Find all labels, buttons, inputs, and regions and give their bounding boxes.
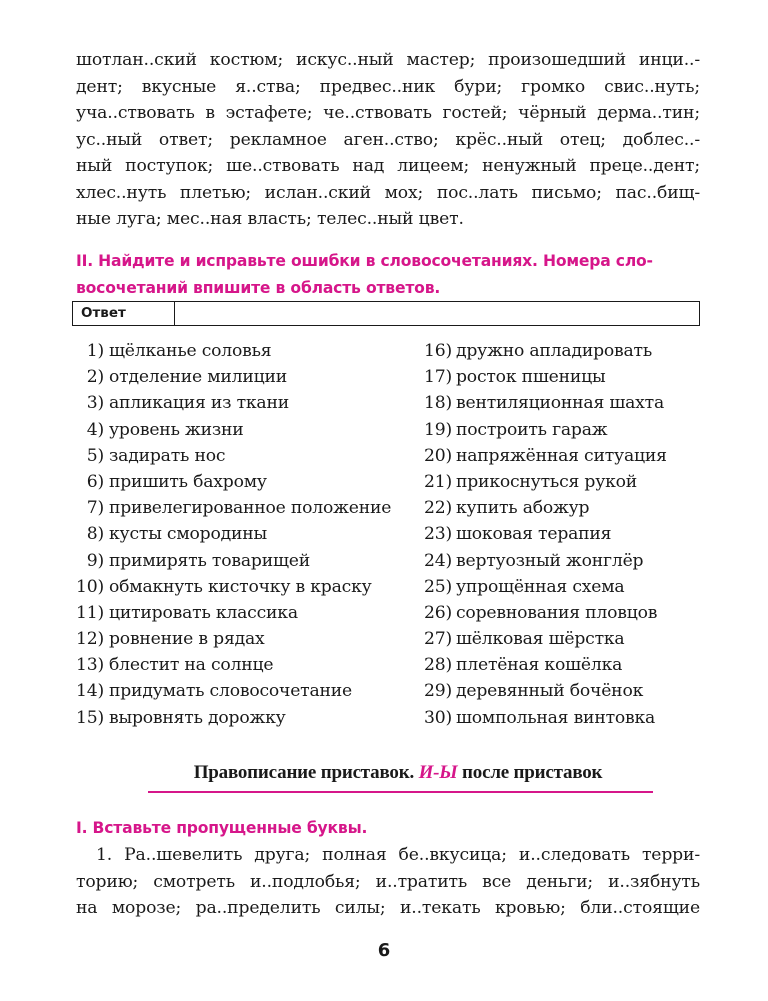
intro-line: шотлан..ский костюм; искус..ный мастер; произошедший инци..-	[76, 50, 700, 70]
item-number: 27)	[424, 629, 452, 650]
intro-line: ный поступок; ше..ствовать над лицеем; ненужный преце..дент;	[76, 156, 700, 176]
list-item	[74, 600, 391, 626]
task1-line: 1. Ра..шевелить друга; полная бе..вкусица; и..следовать терри-	[96, 845, 700, 865]
list-item	[74, 574, 391, 600]
item-text: прикоснуться рукой	[456, 471, 638, 492]
item-text: вертуозный жонглёр	[456, 550, 644, 571]
task1-paragraph	[76, 842, 700, 922]
answer-label: Ответ	[73, 302, 175, 325]
item-number: 22)	[424, 498, 452, 519]
list-item	[424, 390, 667, 416]
section-underline	[148, 791, 653, 793]
item-text: щёлканье соловья	[109, 341, 272, 361]
item-number: 7)	[86, 498, 104, 519]
list-item	[424, 469, 667, 495]
list-item	[424, 548, 667, 574]
list-item	[424, 338, 667, 364]
task2-heading	[76, 248, 706, 301]
item-number: 23)	[424, 524, 452, 545]
item-text: выровнять дорожку	[109, 707, 286, 728]
item-number: 3)	[86, 393, 104, 414]
list-item	[424, 364, 667, 390]
list-item	[424, 626, 667, 652]
item-text: плетёная кошёлка	[456, 655, 623, 676]
item-number: 9)	[86, 550, 104, 571]
list-item	[74, 443, 391, 469]
intro-line: ус..ный ответ; рекламное аген..ство; крёс..ный отец; доблес..-	[76, 129, 700, 150]
item-number: 4)	[86, 419, 104, 440]
item-text: привелегированное положение	[109, 498, 392, 519]
task2-heading-line: II. Найдите и исправьте ошибки в словосочетаниях. Номера сло-	[76, 252, 653, 270]
item-number: 19)	[424, 419, 452, 440]
list-item	[74, 469, 391, 495]
item-text: напряжённая ситуация	[456, 445, 667, 466]
intro-paragraph	[76, 47, 700, 233]
item-text: задирать нос	[109, 445, 226, 466]
item-number: 8)	[86, 524, 104, 545]
item-number: 16)	[424, 341, 452, 361]
item-text: блестит на солнце	[109, 655, 274, 676]
section-title-part: Правописание приставок.	[193, 762, 419, 783]
item-text: вентиляционная шахта	[456, 393, 665, 414]
item-number: 18)	[424, 393, 452, 414]
item-number: 20)	[424, 445, 452, 466]
item-text: дружно апладировать	[456, 341, 653, 361]
item-text: шомпольная винтовка	[456, 707, 656, 728]
list-item	[424, 574, 667, 600]
list-item	[74, 495, 391, 521]
item-text: росток пшеницы	[456, 367, 606, 388]
item-text: пришить бахрому	[109, 471, 267, 492]
item-text: примирять товарищей	[109, 550, 310, 571]
item-number: 21)	[424, 471, 452, 492]
task1-line: на морозе; ра..пределить силы; и..текать кровью; бли..стоящие	[76, 898, 700, 918]
list-item	[424, 495, 667, 521]
answer-box	[72, 301, 700, 326]
item-number: 2)	[86, 367, 104, 388]
list-item	[74, 548, 391, 574]
item-number: 15)	[76, 707, 104, 728]
intro-line: дент; вкусные я..ства; предвес..ник бури; громко свис..нуть;	[76, 76, 700, 97]
task1-line: торию; смотреть и..подлобья; и..тратить все деньги; и..зябнуть	[76, 871, 700, 892]
item-text: апликация из ткани	[109, 393, 289, 414]
list-item	[424, 705, 667, 731]
item-text: ровнение в рядах	[109, 629, 265, 650]
item-text: упрощённая схема	[456, 576, 625, 597]
task1-heading: I. Вставьте пропущенные буквы.	[76, 819, 368, 837]
section-title-accent: И-Ы	[418, 762, 458, 783]
item-number: 29)	[424, 681, 452, 702]
item-text: купить абожур	[456, 498, 590, 519]
list-item	[74, 417, 391, 443]
item-number: 28)	[424, 655, 452, 676]
item-text: обмакнуть кисточку в краску	[109, 576, 372, 597]
item-number: 11)	[76, 602, 104, 623]
intro-line: ные луга; мес..ная власть; телес..ный цвет.	[76, 209, 464, 229]
list-item	[74, 521, 391, 547]
item-number: 14)	[76, 681, 104, 702]
item-number: 1)	[86, 341, 104, 361]
item-text: деревянный бочёнок	[456, 681, 644, 702]
answer-field[interactable]	[175, 302, 699, 325]
page-number: 6	[377, 940, 391, 961]
item-number: 10)	[76, 576, 104, 597]
item-text: придумать словосочетание	[109, 681, 353, 702]
phrases-list-right	[424, 338, 667, 731]
list-item	[424, 521, 667, 547]
item-number: 26)	[424, 602, 452, 623]
item-text: цитировать классика	[109, 602, 298, 623]
list-item	[74, 626, 391, 652]
item-number: 30)	[424, 707, 452, 728]
list-item	[74, 678, 391, 704]
task2-heading-line: восочетаний впишите в область ответов.	[76, 278, 441, 297]
intro-line: хлес..нуть плетью; ислан..ский мох; пос..лать письмо; пас..бищ-	[76, 182, 700, 203]
item-number: 17)	[424, 367, 452, 388]
item-number: 6)	[86, 471, 104, 492]
list-item	[424, 600, 667, 626]
item-text: отделение милиции	[109, 367, 288, 388]
list-item	[74, 652, 391, 678]
item-text: шоковая терапия	[456, 524, 612, 545]
list-item	[424, 678, 667, 704]
list-item	[74, 338, 391, 364]
section-title-part: после приставок	[457, 762, 603, 783]
phrases-list-left	[74, 338, 391, 731]
list-item	[74, 705, 391, 731]
intro-line: уча..ствовать в эстафете; че..ствовать гостей; чёрный дерма..тин;	[76, 103, 700, 123]
list-item	[424, 443, 667, 469]
item-number: 13)	[76, 655, 104, 676]
list-item	[424, 417, 667, 443]
list-item	[74, 390, 391, 416]
item-text: построить гараж	[456, 419, 608, 440]
item-text: уровень жизни	[109, 419, 244, 440]
section-title	[148, 759, 648, 789]
item-number: 24)	[424, 550, 452, 571]
item-text: кусты смородины	[109, 524, 267, 545]
list-item	[424, 652, 667, 678]
list-item	[74, 364, 391, 390]
item-number: 25)	[424, 576, 452, 597]
item-number: 5)	[86, 445, 104, 466]
item-text: шёлковая шёрстка	[456, 629, 625, 650]
item-number: 12)	[76, 629, 104, 650]
item-text: соревнования пловцов	[456, 602, 658, 623]
